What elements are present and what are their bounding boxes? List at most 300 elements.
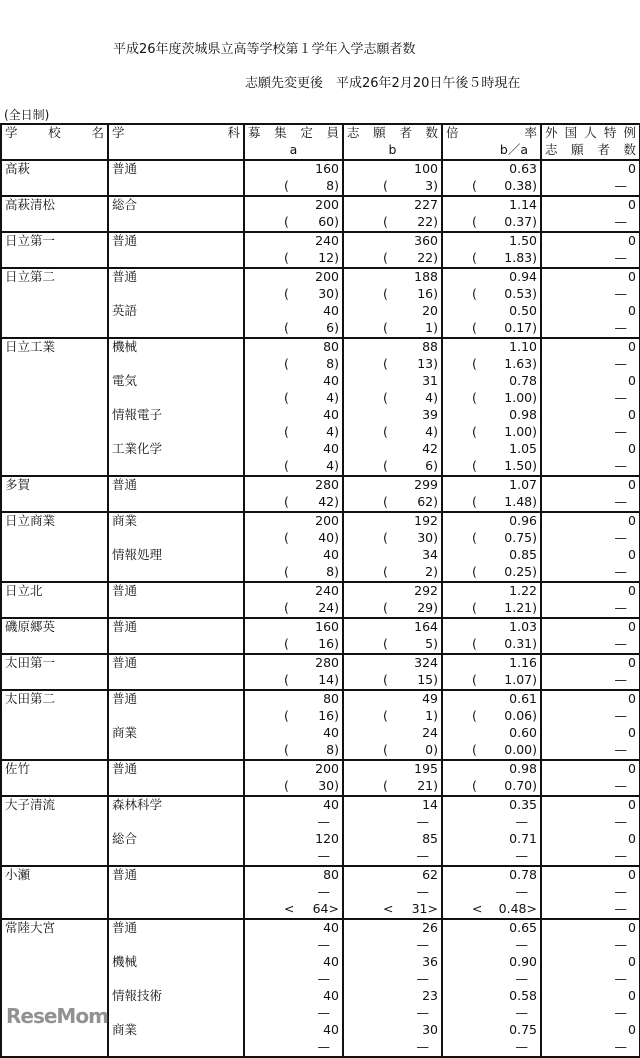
header-char: 名 — [91, 125, 104, 140]
ratio-subvalue: ( 0.37) — [442, 214, 541, 232]
ratio-value: 1.16 — [442, 654, 541, 672]
school-name: 日立北 — [1, 582, 108, 618]
department-name: 情報電子 — [108, 407, 244, 424]
subvalue-text: 16 — [417, 286, 434, 301]
dash: — — [541, 564, 640, 582]
foreign-value: 0 — [541, 160, 640, 178]
subvalue-text: 16 — [318, 636, 335, 651]
dash: — — [541, 214, 640, 232]
capacity-value: 160 — [244, 160, 343, 178]
subvalue-text: 4 — [326, 424, 335, 439]
header-char: 数 — [623, 142, 636, 157]
dash: — — [541, 848, 640, 866]
school-name: 常陸大宮 — [1, 919, 108, 1057]
header-char: 校 — [48, 125, 61, 140]
ratio-subvalue: ( 1.48) — [442, 494, 541, 512]
subvalue-text: 1 — [425, 320, 434, 335]
header-char: 集 — [274, 125, 287, 140]
ratio-value: 1.07 — [442, 476, 541, 494]
subvalue-text: 8 — [326, 178, 335, 193]
dash: — — [343, 937, 442, 954]
capacity-value: 160 — [244, 618, 343, 636]
dash: — — [244, 937, 343, 954]
watermark-logo: ReseMom — [6, 1004, 108, 1028]
ratio-value: 0.61 — [442, 690, 541, 708]
capacity-subvalue: ( 8) — [244, 564, 343, 582]
table-row — [1, 690, 640, 708]
header-char: 倍 — [446, 125, 459, 140]
capacity-value: 200 — [244, 760, 343, 778]
ratio-subvalue: ( 0.00) — [442, 742, 541, 760]
subvalue-text: 1.21 — [504, 600, 533, 615]
dash: — — [541, 814, 640, 831]
extravalue-text: 31 — [411, 901, 428, 916]
applicants-value: 227 — [343, 196, 442, 214]
subvalue-text: 30 — [417, 530, 434, 545]
header-capacity-sub: a — [244, 142, 343, 160]
header-char: 数 — [425, 125, 438, 140]
subvalue-text: 13 — [417, 356, 434, 371]
header-applicants — [343, 124, 442, 142]
header-char: 定 — [300, 125, 313, 140]
applicants-value: 24 — [343, 725, 442, 742]
applicants-value: 42 — [343, 441, 442, 458]
foreign-value: 0 — [541, 988, 640, 1005]
school-name: 日立第二 — [1, 268, 108, 338]
applicants-subvalue: ( 21) — [343, 778, 442, 796]
school-name: 磯原郷英 — [1, 618, 108, 654]
dash: — — [343, 814, 442, 831]
school-name: 高萩 — [1, 160, 108, 196]
capacity-value: 80 — [244, 338, 343, 356]
dash: — — [541, 600, 640, 618]
ratio-value: 1.22 — [442, 582, 541, 600]
dash: — — [541, 742, 640, 760]
subvalue-text: 8 — [326, 356, 335, 371]
header-school — [1, 124, 108, 142]
ratio-subvalue: ( 1.00) — [442, 424, 541, 441]
dash: — — [343, 1039, 442, 1057]
subvalue-text: 1.07 — [504, 672, 533, 687]
capacity-subvalue: ( 40) — [244, 530, 343, 547]
capacity-subvalue: ( 4) — [244, 390, 343, 407]
foreign-value: 0 — [541, 512, 640, 530]
header-char: 率 — [524, 125, 537, 140]
dash: — — [541, 250, 640, 268]
subvalue-text: 0.75 — [504, 530, 533, 545]
applicants-subvalue: ( 5) — [343, 636, 442, 654]
department-name: 総合 — [108, 196, 244, 214]
foreign-value: 0 — [541, 690, 640, 708]
capacity-subvalue: ( 16) — [244, 636, 343, 654]
subvalue-text: 16 — [318, 708, 335, 723]
header-foreign — [541, 124, 640, 142]
applicants-value: 192 — [343, 512, 442, 530]
header-char: 員 — [326, 125, 339, 140]
dash: — — [541, 1039, 640, 1057]
school-name: 小瀬 — [1, 866, 108, 919]
capacity-subvalue: ( 16) — [244, 708, 343, 725]
capacity-value: 40 — [244, 954, 343, 971]
header-char: 人 — [584, 125, 597, 140]
document-title: 平成26年度茨城県立高等学校第１学年入学志願者数 — [113, 42, 416, 57]
subvalue-text: 29 — [417, 600, 434, 615]
department-name: 普通 — [108, 582, 244, 600]
dash: — — [343, 884, 442, 901]
ratio-subvalue: ( 0.31) — [442, 636, 541, 654]
header-ratio — [442, 124, 541, 142]
header-char: 例 — [623, 125, 636, 140]
foreign-value: 0 — [541, 268, 640, 286]
ratio-subvalue: ( 0.38) — [442, 178, 541, 196]
subvalue-text: 40 — [318, 530, 335, 545]
subvalue-text: 12 — [318, 250, 335, 265]
ratio-value: 1.05 — [442, 441, 541, 458]
header-ratio-sub: b／a — [442, 142, 541, 160]
ratio-subvalue: ( 0.53) — [442, 286, 541, 303]
dash: — — [541, 458, 640, 476]
foreign-value: 0 — [541, 303, 640, 320]
ratio-value: 0.35 — [442, 796, 541, 814]
capacity-value: 40 — [244, 407, 343, 424]
subvalue-text: 0.06 — [504, 708, 533, 723]
department-name: 普通 — [108, 760, 244, 778]
capacity-value: 40 — [244, 796, 343, 814]
ratio-subvalue: ( 0.06) — [442, 708, 541, 725]
dash: — — [244, 1039, 343, 1057]
foreign-value: 0 — [541, 338, 640, 356]
subvalue-text: 0.17 — [504, 320, 533, 335]
subvalue-text: 22 — [417, 250, 434, 265]
dash: — — [442, 937, 541, 954]
applicants-subvalue: ( 22) — [343, 250, 442, 268]
table-row — [1, 268, 640, 286]
capacity-subvalue: ( 30) — [244, 778, 343, 796]
header-char: 者 — [399, 125, 412, 140]
capacity-subvalue: ( 8) — [244, 356, 343, 373]
department-name: 商業 — [108, 1022, 244, 1039]
table-row — [1, 196, 640, 214]
foreign-value: 0 — [541, 919, 640, 937]
ratio-value: 0.98 — [442, 760, 541, 778]
capacity-subvalue: ( 12) — [244, 250, 343, 268]
ratio-value: 0.50 — [442, 303, 541, 320]
foreign-value: 0 — [541, 831, 640, 848]
extravalue-text: 0.48 — [498, 901, 527, 916]
foreign-value: 0 — [541, 232, 640, 250]
ratio-extravalue: < 0.48> — [442, 901, 541, 919]
dash: — — [541, 494, 640, 512]
capacity-value: 80 — [244, 866, 343, 884]
department-name: 普通 — [108, 160, 244, 178]
foreign-value: 0 — [541, 1022, 640, 1039]
department-name: 英語 — [108, 303, 244, 320]
ratio-value: 0.94 — [442, 268, 541, 286]
dash: — — [244, 971, 343, 988]
capacity-value: 40 — [244, 303, 343, 320]
department-name: 普通 — [108, 476, 244, 494]
dash: — — [442, 971, 541, 988]
subvalue-text: 24 — [318, 600, 335, 615]
department-name: 森林科学 — [108, 796, 244, 814]
applicants-subvalue: ( 30) — [343, 530, 442, 547]
header-char: 志 — [545, 142, 558, 157]
applicants-value: 39 — [343, 407, 442, 424]
dash: — — [244, 814, 343, 831]
capacity-value: 40 — [244, 988, 343, 1005]
ratio-value: 0.58 — [442, 988, 541, 1005]
ratio-value: 0.98 — [442, 407, 541, 424]
dash: — — [442, 814, 541, 831]
applicants-value: 100 — [343, 160, 442, 178]
subvalue-text: 8 — [326, 742, 335, 757]
capacity-subvalue: ( 14) — [244, 672, 343, 690]
applicants-extravalue: < 31> — [343, 901, 442, 919]
applicants-value: 23 — [343, 988, 442, 1005]
dash: — — [244, 884, 343, 901]
ratio-value: 1.10 — [442, 338, 541, 356]
dash: — — [541, 356, 640, 373]
capacity-value: 240 — [244, 582, 343, 600]
header-char: 特 — [603, 125, 617, 140]
subvalue-text: 62 — [417, 494, 434, 509]
subvalue-text: 1.63 — [504, 356, 533, 371]
school-name: 佐竹 — [1, 760, 108, 796]
ratio-subvalue: ( 0.70) — [442, 778, 541, 796]
capacity-subvalue: ( 24) — [244, 600, 343, 618]
subvalue-text: 1.00 — [504, 390, 533, 405]
applicants-subvalue: ( 1) — [343, 320, 442, 338]
capacity-subvalue: ( 42) — [244, 494, 343, 512]
dash: — — [541, 636, 640, 654]
school-name: 日立第一 — [1, 232, 108, 268]
capacity-value: 280 — [244, 476, 343, 494]
applicants-value: 88 — [343, 338, 442, 356]
foreign-value: 0 — [541, 582, 640, 600]
ratio-value: 1.14 — [442, 196, 541, 214]
applicants-subvalue: ( 62) — [343, 494, 442, 512]
dash: — — [541, 390, 640, 407]
ratio-value: 1.50 — [442, 232, 541, 250]
capacity-value: 280 — [244, 654, 343, 672]
dash: — — [343, 971, 442, 988]
capacity-value: 200 — [244, 512, 343, 530]
subvalue-text: 0 — [425, 742, 434, 757]
table-row — [1, 760, 640, 778]
applicants-subvalue: ( 2) — [343, 564, 442, 582]
subvalue-text: 15 — [417, 672, 434, 687]
applicants-value: 30 — [343, 1022, 442, 1039]
subvalue-text: 0.70 — [504, 778, 533, 793]
subvalue-text: 1.48 — [504, 494, 533, 509]
subvalue-text: 30 — [318, 286, 335, 301]
ratio-subvalue: ( 1.07) — [442, 672, 541, 690]
ratio-value: 0.96 — [442, 512, 541, 530]
dash: — — [541, 286, 640, 303]
ratio-value: 0.60 — [442, 725, 541, 742]
header-foreign-sub — [541, 142, 640, 160]
subvalue-text: 1.83 — [504, 250, 533, 265]
applicants-subvalue: ( 29) — [343, 600, 442, 618]
ratio-value: 0.63 — [442, 160, 541, 178]
department-name: 普通 — [108, 690, 244, 708]
capacity-value: 40 — [244, 1022, 343, 1039]
division-label: (全日制) — [4, 108, 50, 122]
applicants-value: 20 — [343, 303, 442, 320]
dash: — — [343, 848, 442, 866]
dash: — — [442, 884, 541, 901]
department-name: 普通 — [108, 268, 244, 286]
table-row — [1, 618, 640, 636]
capacity-value: 40 — [244, 725, 343, 742]
table-row — [1, 654, 640, 672]
school-name: 太田第二 — [1, 690, 108, 760]
school-name: 太田第一 — [1, 654, 108, 690]
school-name: 大子清流 — [1, 796, 108, 866]
subvalue-text: 2 — [425, 564, 434, 579]
dash: — — [541, 530, 640, 547]
applicants-subvalue: ( 4) — [343, 424, 442, 441]
dash: — — [541, 901, 640, 919]
header-char: 志 — [347, 125, 360, 140]
table-row — [1, 796, 640, 814]
department-name: 普通 — [108, 618, 244, 636]
ratio-value: 0.90 — [442, 954, 541, 971]
table-row — [1, 476, 640, 494]
capacity-subvalue: ( 6) — [244, 320, 343, 338]
ratio-value: 0.85 — [442, 547, 541, 564]
applicants-value: 34 — [343, 547, 442, 564]
applicants-value: 31 — [343, 373, 442, 390]
ratio-subvalue: ( 1.50) — [442, 458, 541, 476]
department-name: 工業化学 — [108, 441, 244, 458]
school-name: 多賀 — [1, 476, 108, 512]
capacity-value: 80 — [244, 690, 343, 708]
capacity-extravalue: < 64> — [244, 901, 343, 919]
subvalue-text: 0.25 — [504, 564, 533, 579]
foreign-value: 0 — [541, 547, 640, 564]
ratio-value: 0.65 — [442, 919, 541, 937]
capacity-value: 40 — [244, 547, 343, 564]
ratio-subvalue: ( 0.75) — [442, 530, 541, 547]
applicants-subvalue: ( 1) — [343, 708, 442, 725]
subvalue-text: 0.00 — [504, 742, 533, 757]
table-row — [1, 919, 640, 937]
foreign-value: 0 — [541, 196, 640, 214]
table-row — [1, 338, 640, 356]
dash: — — [343, 1005, 442, 1022]
capacity-value: 120 — [244, 831, 343, 848]
extravalue-text: 64 — [312, 901, 329, 916]
dash: — — [541, 884, 640, 901]
foreign-value: 0 — [541, 954, 640, 971]
applicants-value: 36 — [343, 954, 442, 971]
dash: — — [541, 778, 640, 796]
subvalue-text: 4 — [326, 458, 335, 473]
school-name: 日立商業 — [1, 512, 108, 582]
subvalue-text: 0.31 — [504, 636, 533, 651]
department-name: 機械 — [108, 954, 244, 971]
table-row — [1, 232, 640, 250]
subvalue-text: 0.53 — [504, 286, 533, 301]
applicants-value: 26 — [343, 919, 442, 937]
applicants-subvalue: ( 16) — [343, 286, 442, 303]
dash: — — [541, 320, 640, 338]
header-char: 学 — [112, 125, 125, 140]
foreign-value: 0 — [541, 796, 640, 814]
header-char: 願 — [571, 142, 584, 157]
applicants-value: 62 — [343, 866, 442, 884]
header-char: 者 — [597, 142, 610, 157]
header-capacity — [244, 124, 343, 142]
applicants-subvalue: ( 13) — [343, 356, 442, 373]
foreign-value: 0 — [541, 441, 640, 458]
table-row — [1, 582, 640, 600]
department-name: 機械 — [108, 338, 244, 356]
department-name: 普通 — [108, 232, 244, 250]
capacity-value: 200 — [244, 196, 343, 214]
document-subtitle: 志願先変更後 平成26年2月20日午後５時現在 — [245, 76, 521, 91]
header-char: 科 — [227, 125, 240, 140]
subvalue-text: 21 — [417, 778, 434, 793]
header-char: 願 — [373, 125, 386, 140]
header-char: 国 — [564, 125, 578, 140]
department-name: 商業 — [108, 512, 244, 530]
capacity-subvalue: ( 60) — [244, 214, 343, 232]
dash: — — [244, 1005, 343, 1022]
subvalue-text: 4 — [326, 390, 335, 405]
applicants-value: 299 — [343, 476, 442, 494]
applicants-subvalue: ( 4) — [343, 390, 442, 407]
foreign-value: 0 — [541, 618, 640, 636]
capacity-value: 40 — [244, 919, 343, 937]
subvalue-text: 4 — [425, 390, 434, 405]
foreign-value: 0 — [541, 654, 640, 672]
applicants-value: 360 — [343, 232, 442, 250]
header-row — [1, 124, 640, 142]
applicants-subvalue: ( 22) — [343, 214, 442, 232]
department-name: 電気 — [108, 373, 244, 390]
subvalue-text: 8 — [326, 564, 335, 579]
applicants-subvalue: ( 15) — [343, 672, 442, 690]
subvalue-text: 1 — [425, 708, 434, 723]
dash: — — [442, 1039, 541, 1057]
subvalue-text: 30 — [318, 778, 335, 793]
department-name: 普通 — [108, 866, 244, 884]
department-name: 情報技術 — [108, 988, 244, 1005]
applicants-subvalue: ( 0) — [343, 742, 442, 760]
dash: — — [244, 848, 343, 866]
table-row — [1, 512, 640, 530]
department-name: 普通 — [108, 654, 244, 672]
capacity-subvalue: ( 4) — [244, 458, 343, 476]
subvalue-text: 3 — [425, 178, 434, 193]
applicants-value: 49 — [343, 690, 442, 708]
applicants-subvalue: ( 6) — [343, 458, 442, 476]
dash: — — [541, 672, 640, 690]
dash: — — [442, 848, 541, 866]
dash: — — [541, 424, 640, 441]
ratio-subvalue: ( 0.25) — [442, 564, 541, 582]
applicants-value: 292 — [343, 582, 442, 600]
ratio-value: 1.03 — [442, 618, 541, 636]
capacity-value: 40 — [244, 441, 343, 458]
dash: — — [442, 1005, 541, 1022]
foreign-value: 0 — [541, 725, 640, 742]
foreign-value: 0 — [541, 407, 640, 424]
ratio-value: 0.78 — [442, 866, 541, 884]
ratio-subvalue: ( 1.00) — [442, 390, 541, 407]
